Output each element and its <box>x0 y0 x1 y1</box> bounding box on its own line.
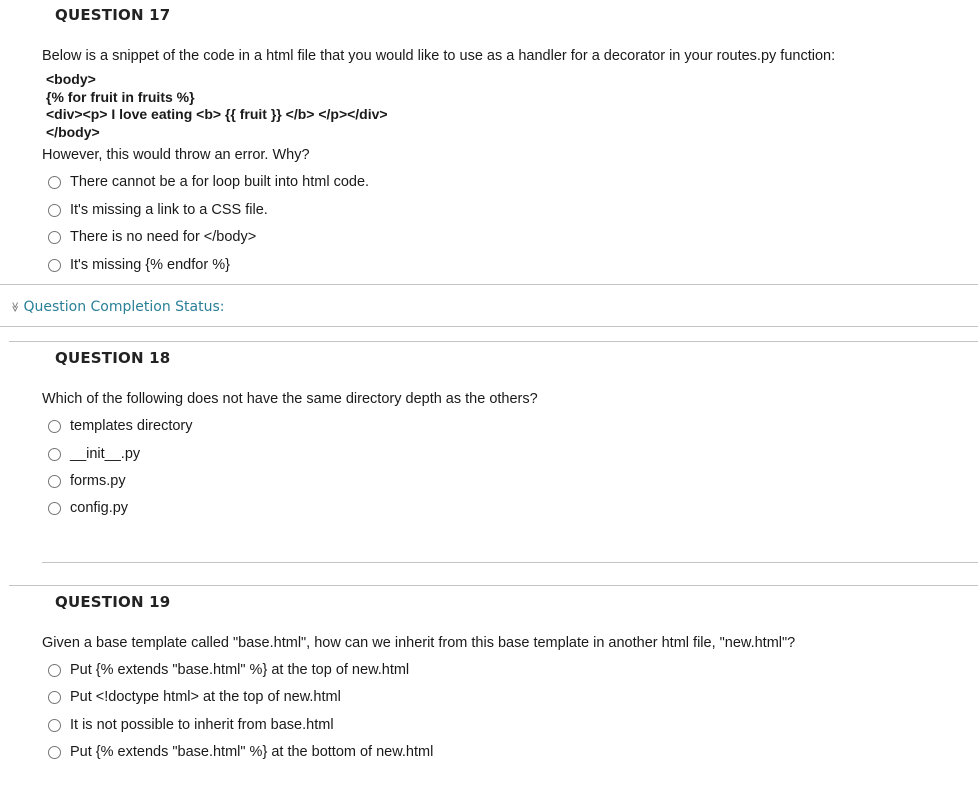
q17-option-3[interactable] <box>48 227 256 247</box>
chevron-down-icon: ≫ <box>9 301 21 313</box>
q19-option-3[interactable] <box>48 715 334 735</box>
q18-option-3[interactable] <box>48 471 126 491</box>
q17-option-1[interactable] <box>48 172 369 192</box>
q18-option-1[interactable] <box>48 416 193 436</box>
question-17-title: QUESTION 17 <box>55 6 171 24</box>
question-19-title: QUESTION 19 <box>55 593 171 611</box>
divider <box>9 341 978 342</box>
divider <box>42 562 978 563</box>
radio-button[interactable] <box>48 691 61 704</box>
q19-option-1[interactable] <box>48 660 409 680</box>
question-17-prompt: Below is a snippet of the code in a html file that you would like to use as a handler for a decorator in your routes.py function: <box>42 48 836 64</box>
code-line-4: </body> <box>46 124 100 140</box>
q17-option-4[interactable] <box>48 255 230 275</box>
q18-option-4[interactable] <box>48 498 128 518</box>
radio-button[interactable] <box>48 664 61 677</box>
radio-button[interactable] <box>48 475 61 488</box>
code-line-2: {% for fruit in fruits %} <box>46 89 195 105</box>
divider <box>0 284 978 285</box>
option-label: Put <!doctype html> at the top of new.html <box>70 689 341 705</box>
code-line-3: <div><p> I love eating <b> {{ fruit }} </b> </p></div> <box>46 106 388 122</box>
option-label: It is not possible to inherit from base.html <box>70 717 334 733</box>
radio-button[interactable] <box>48 420 61 433</box>
option-label: __init__.py <box>70 446 141 462</box>
option-label: It's missing a link to a CSS file. <box>70 202 268 218</box>
radio-button[interactable] <box>48 746 61 759</box>
q18-option-2[interactable] <box>48 444 140 464</box>
option-label: There cannot be a for loop built into html code. <box>70 174 370 190</box>
option-label: forms.py <box>70 473 126 489</box>
radio-button[interactable] <box>48 231 61 244</box>
option-label: Put {% extends "base.html" %} at the bottom of new.html <box>70 744 434 760</box>
question-completion-status-toggle[interactable] <box>9 297 225 317</box>
radio-button[interactable] <box>48 448 61 461</box>
radio-button[interactable] <box>48 502 61 515</box>
option-label: There is no need for </body> <box>70 229 257 245</box>
radio-button[interactable] <box>48 719 61 732</box>
question-18-title: QUESTION 18 <box>55 349 171 367</box>
radio-button[interactable] <box>48 204 61 217</box>
code-line-1: <body> <box>46 71 96 87</box>
question-completion-status-label: Question Completion Status: <box>23 299 225 315</box>
option-label: Put {% extends "base.html" %} at the top of new.html <box>70 662 410 678</box>
question-18-prompt: Which of the following does not have the same directory depth as the others? <box>42 391 538 407</box>
radio-button[interactable] <box>48 259 61 272</box>
option-label: config.py <box>70 500 129 516</box>
divider <box>0 326 978 327</box>
option-label: It's missing {% endfor %} <box>70 257 230 273</box>
question-17-followup: However, this would throw an error. Why? <box>42 147 310 163</box>
q17-option-2[interactable] <box>48 200 268 220</box>
q19-option-4[interactable] <box>48 742 433 762</box>
question-19-prompt: Given a base template called "base.html", how can we inherit from this base template in another html file, "new.html"? <box>42 635 796 651</box>
radio-button[interactable] <box>48 176 61 189</box>
option-label: templates directory <box>70 418 193 434</box>
divider <box>9 585 978 586</box>
q19-option-2[interactable] <box>48 687 341 707</box>
